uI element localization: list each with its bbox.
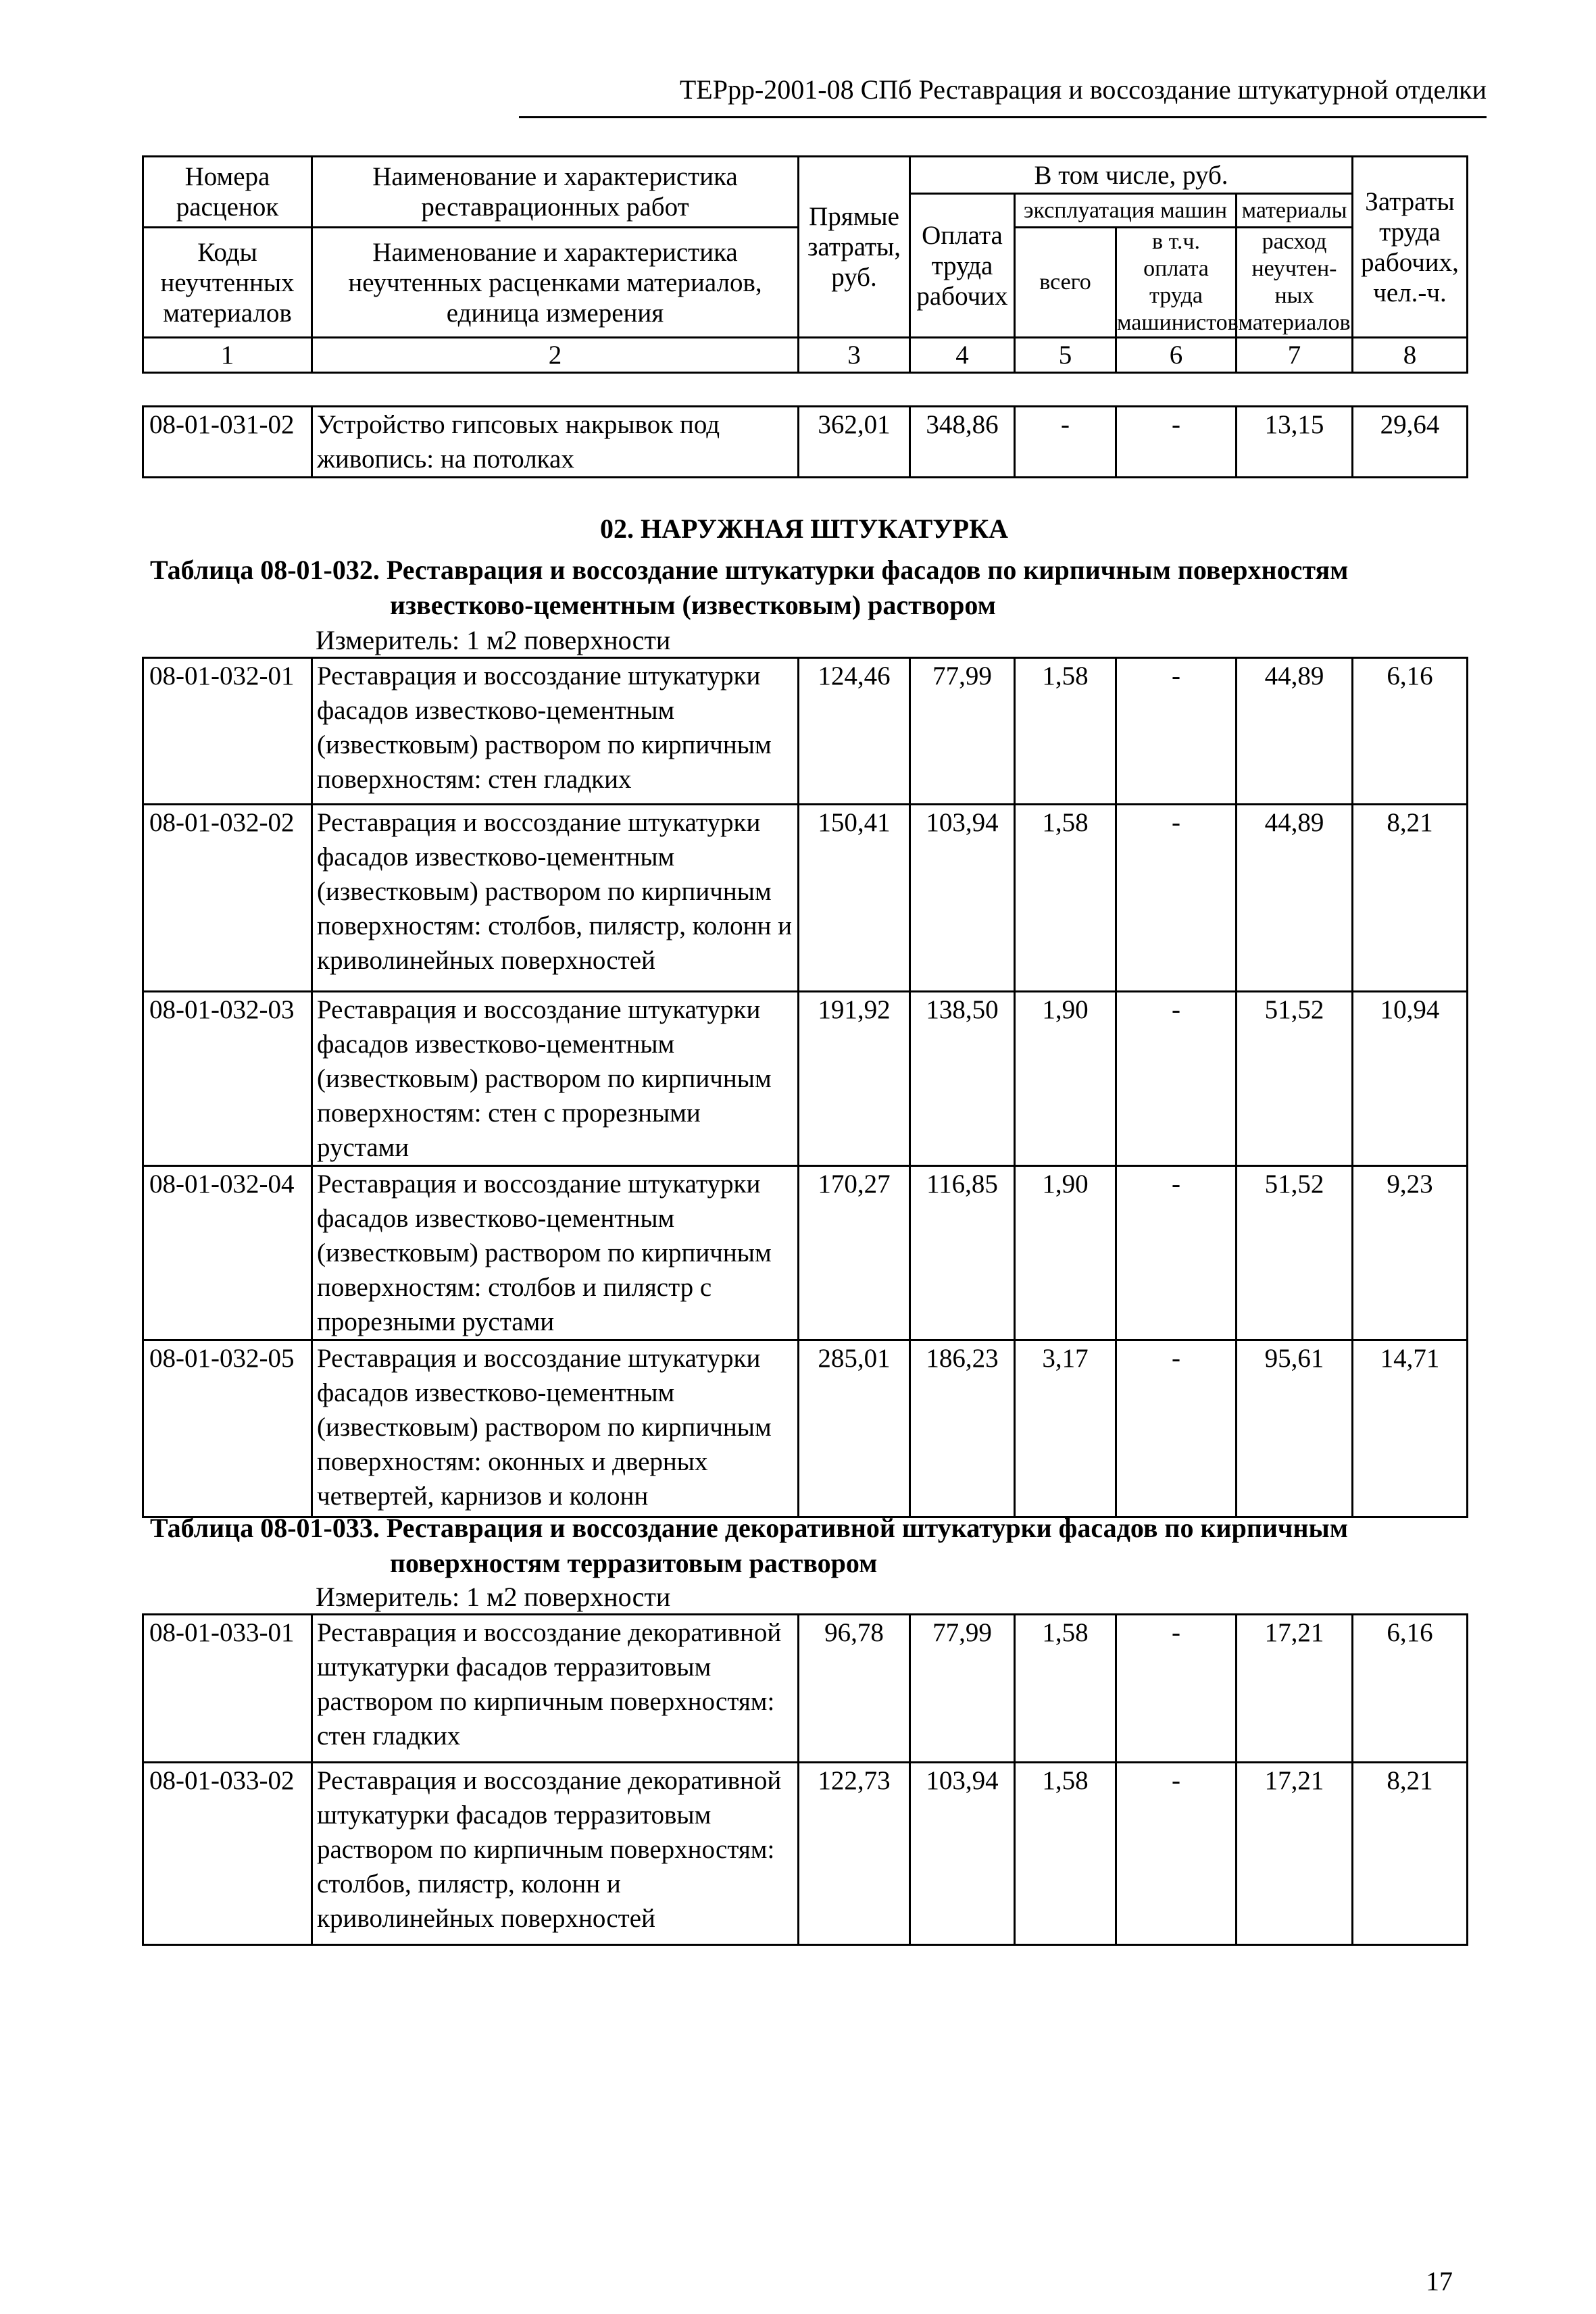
machines-total-value: 1,58 (1015, 1615, 1116, 1763)
labor-hours-value: 8,21 (1353, 1763, 1468, 1945)
machines-total-value: 1,90 (1015, 1166, 1116, 1340)
materials-value: 95,61 (1237, 1340, 1353, 1517)
rate-code: 08-01-031-02 (143, 407, 312, 478)
header-number-7: 7 (1237, 338, 1353, 373)
header-unaccounted-materials: расход неучтен-ных материалов (1237, 228, 1353, 338)
rate-code: 08-01-032-04 (143, 1166, 312, 1340)
materials-value: 44,89 (1237, 805, 1353, 992)
machinists-pay-value: - (1116, 407, 1237, 478)
table-032-title (150, 553, 1488, 623)
machinists-pay-value: - (1116, 1166, 1237, 1340)
machines-total-value: 1,58 (1015, 1763, 1116, 1945)
workers-pay-value: 116,85 (910, 1166, 1015, 1340)
header-material-codes: Коды неучтенных материалов (143, 228, 312, 338)
rate-name: Реставрация и воссоздание штукатурки фасадов известково-цементным (известковым) раствором по кирпичным поверхностям: стен с прорезными рустами (312, 992, 799, 1166)
rate-name: Реставрация и воссоздание декоративной штукатурки фасадов терразитовым раствором по кирпичным поверхностям: стен гладких (312, 1615, 799, 1763)
table-031-continuation (142, 405, 1468, 478)
labor-hours-value: 29,64 (1353, 407, 1468, 478)
labor-hours-value: 9,23 (1353, 1166, 1468, 1340)
table-032 (142, 657, 1468, 1518)
rate-name: Реставрация и воссоздание штукатурки фасадов известково-цементным (известковым) раствором по кирпичным поверхностям: столбов и пилястр с прорезными рустами (312, 1166, 799, 1340)
workers-pay-value: 103,94 (910, 1763, 1015, 1945)
table-032-meter: Измеритель: 1 м2 поверхности (316, 625, 671, 655)
table-row (143, 407, 1468, 478)
table-032-title-line2: известково-цементным (известковым) раствором (390, 590, 996, 620)
table-row (143, 805, 1468, 992)
direct-costs-value: 285,01 (799, 1340, 910, 1517)
table-row (143, 992, 1468, 1166)
machinists-pay-value: - (1116, 992, 1237, 1166)
header-number-6: 6 (1116, 338, 1237, 373)
workers-pay-value: 138,50 (910, 992, 1015, 1166)
labor-hours-value: 8,21 (1353, 805, 1468, 992)
table-row (143, 1615, 1468, 1763)
rate-code: 08-01-033-01 (143, 1615, 312, 1763)
rate-code: 08-01-032-05 (143, 1340, 312, 1517)
table-033-title-line2: поверхностям терразитовым раствором (390, 1548, 878, 1578)
header-rate-numbers: Номера расценок (143, 157, 312, 228)
header-number-2: 2 (312, 338, 799, 373)
machines-total-value: - (1015, 407, 1116, 478)
machinists-pay-value: - (1116, 1763, 1237, 1945)
rate-code: 08-01-032-03 (143, 992, 312, 1166)
labor-hours-value: 6,16 (1353, 1615, 1468, 1763)
table-033-meter: Измеритель: 1 м2 поверхности (316, 1582, 671, 1612)
header-number-3: 3 (799, 338, 910, 373)
machinists-pay-value: - (1116, 658, 1237, 805)
labor-hours-value: 10,94 (1353, 992, 1468, 1166)
workers-pay-value: 186,23 (910, 1340, 1015, 1517)
machines-total-value: 1,58 (1015, 658, 1116, 805)
machines-total-value: 1,58 (1015, 805, 1116, 992)
rate-code: 08-01-032-02 (143, 805, 312, 992)
header-direct-costs: Прямые затраты, руб. (799, 157, 910, 338)
header-number-4: 4 (910, 338, 1015, 373)
direct-costs-value: 362,01 (799, 407, 910, 478)
header-material-name: Наименование и характеристика неучтенных расценками материалов, единица измерения (312, 228, 799, 338)
machinists-pay-value: - (1116, 1615, 1237, 1763)
workers-pay-value: 348,86 (910, 407, 1015, 478)
header-labor-hours: Затраты труда рабочих, чел.-ч. (1353, 157, 1468, 338)
materials-value: 17,21 (1237, 1763, 1353, 1945)
materials-value: 51,52 (1237, 992, 1353, 1166)
page-number: 17 (1426, 2266, 1453, 2296)
running-head-rule (519, 116, 1487, 118)
column-header-table (142, 155, 1468, 374)
labor-hours-value: 6,16 (1353, 658, 1468, 805)
direct-costs-value: 191,92 (799, 992, 910, 1166)
table-033-title-line1: Таблица 08-01-033. Реставрация и воссоздание декоративной штукатурки фасадов по кирпичным (150, 1513, 1348, 1543)
header-machine-operation: эксплуатация машин (1015, 194, 1237, 228)
machinists-pay-value: - (1116, 1340, 1237, 1517)
table-row (143, 1166, 1468, 1340)
machines-total-value: 3,17 (1015, 1340, 1116, 1517)
header-machines-total: всего (1015, 228, 1116, 338)
table-032-title-line1: Таблица 08-01-032. Реставрация и воссоздание штукатурки фасадов по кирпичным поверхностям (150, 555, 1349, 585)
rate-name: Реставрация и воссоздание штукатурки фасадов известково-цементным (известковым) раствором по кирпичным поверхностям: стен гладких (312, 658, 799, 805)
materials-value: 13,15 (1237, 407, 1353, 478)
direct-costs-value: 124,46 (799, 658, 910, 805)
header-machinists-pay: в т.ч. оплата труда машинистов (1116, 228, 1237, 338)
machinists-pay-value: - (1116, 805, 1237, 992)
labor-hours-value: 14,71 (1353, 1340, 1468, 1517)
table-row (143, 658, 1468, 805)
header-number-8: 8 (1353, 338, 1468, 373)
workers-pay-value: 77,99 (910, 658, 1015, 805)
workers-pay-value: 77,99 (910, 1615, 1015, 1763)
rate-name: Устройство гипсовых накрывок под живопись: на потолках (312, 407, 799, 478)
header-work-name: Наименование и характеристика реставрационных работ (312, 157, 799, 228)
direct-costs-value: 170,27 (799, 1166, 910, 1340)
machines-total-value: 1,90 (1015, 992, 1116, 1166)
header-including: В том числе, руб. (910, 157, 1353, 194)
header-number-5: 5 (1015, 338, 1116, 373)
materials-value: 51,52 (1237, 1166, 1353, 1340)
header-materials: материалы (1237, 194, 1353, 228)
header-number-1: 1 (143, 338, 312, 373)
materials-value: 17,21 (1237, 1615, 1353, 1763)
direct-costs-value: 96,78 (799, 1615, 910, 1763)
table-033 (142, 1613, 1468, 1946)
rate-name: Реставрация и воссоздание декоративной штукатурки фасадов терразитовым раствором по кирпичным поверхностям: столбов, пилястр, колонн и криволинейных поверхностей (312, 1763, 799, 1945)
direct-costs-value: 150,41 (799, 805, 910, 992)
header-workers-pay: Оплата труда рабочих (910, 194, 1015, 338)
section-title: 02. НАРУЖНАЯ ШТУКАТУРКА (600, 513, 1008, 544)
table-033-title (150, 1511, 1488, 1581)
rate-code: 08-01-032-01 (143, 658, 312, 805)
rate-name: Реставрация и воссоздание штукатурки фасадов известково-цементным (известковым) раствором по кирпичным поверхностям: столбов, пилястр, колонн и криволинейных поверхностей (312, 805, 799, 992)
workers-pay-value: 103,94 (910, 805, 1015, 992)
table-row (143, 1340, 1468, 1517)
rate-code: 08-01-033-02 (143, 1763, 312, 1945)
running-head: ТЕРрр-2001-08 СПб Реставрация и воссоздание штукатурной отделки (679, 74, 1487, 105)
rate-name: Реставрация и воссоздание штукатурки фасадов известково-цементным (известковым) раствором по кирпичным поверхностям: оконных и дверных четвертей, карнизов и колонн (312, 1340, 799, 1517)
direct-costs-value: 122,73 (799, 1763, 910, 1945)
table-row (143, 1763, 1468, 1945)
materials-value: 44,89 (1237, 658, 1353, 805)
